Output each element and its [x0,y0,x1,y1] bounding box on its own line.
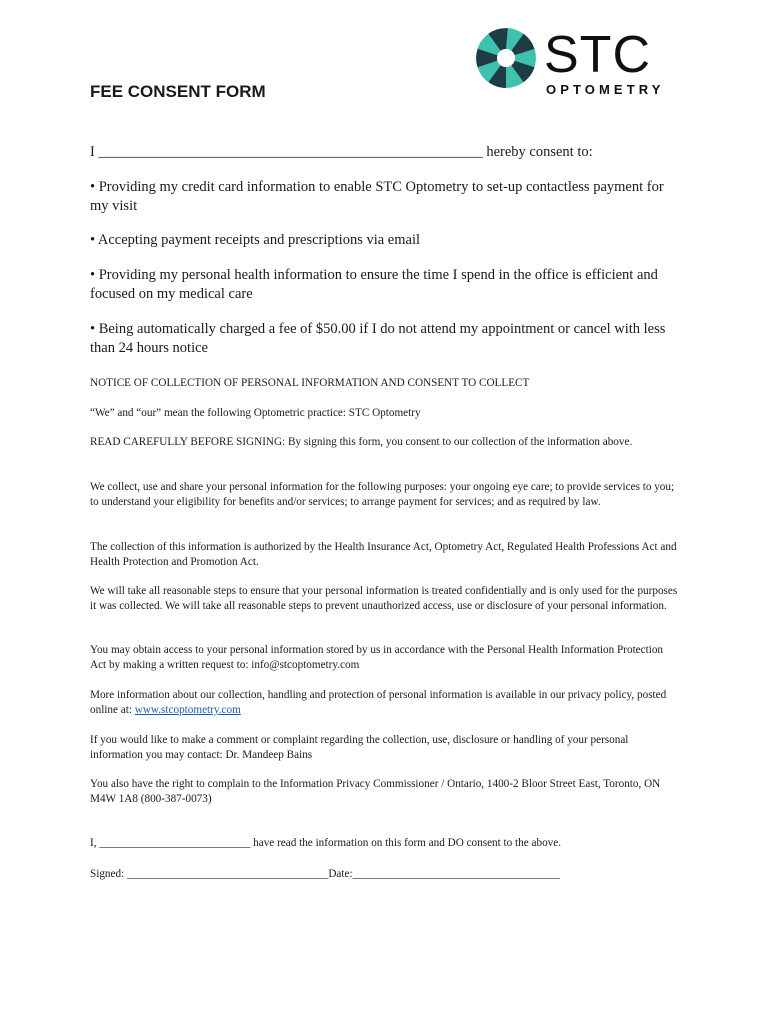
read-consent-line: I, ___________________________ have read the information on this form and DO consent to the above. [90,837,562,849]
notice-confidentiality: We will take all reasonable steps to ensure that your personal information is treated confidentially and is only used for the purposes it was collected. We will take all reasonable steps to prevent unauthorized access, use or disclosure of your personal information. [90,585,678,612]
consent-line: I _____________________________________________________ hereby consent to: [90,144,593,160]
logo-wordmark: STC [544,26,651,84]
bullet-email-receipts: • Accepting payment receipts and prescriptions via email [90,232,421,248]
notice-definition: “We” and “our” mean the following Optometric practice: STC Optometry [90,407,421,419]
signed-date-line: Signed: ____________________________________Date:_____________________________________ [90,868,560,880]
aperture-logo-icon [474,26,538,90]
form-title: FEE CONSENT FORM [90,82,266,101]
notice-heading: NOTICE OF COLLECTION OF PERSONAL INFORMATION AND CONSENT TO COLLECT [90,377,530,389]
notice-read-carefully: READ CAREFULLY BEFORE SIGNING: By signing this form, you consent to our collection of the information above. [90,436,633,448]
privacy-text: More information about our collection, handling and protection of personal information is available in our privacy policy, posted online at: [90,689,667,716]
notice-complain: You also have the right to complain to the Information Privacy Commissioner / Ontario, 1400-2 Bloor Street East, Toronto, ON M4W 1A8 (800-387-0073) [90,778,661,805]
notice-purposes: We collect, use and share your personal information for the following purposes: your ongoing eye care; to provide services to you; to understand your eligibility for benefits and/or services; to arrange payment for services; and as required by law. [90,481,675,508]
bullet-no-show-fee: • Being automatically charged a fee of $50.00 if I do not attend my appointment or cancel with less than 24 hours notice [90,321,666,356]
notice-access: You may obtain access to your personal information stored by us in accordance with the Personal Health Information Protection Act by making a written request to: info@stcoptometry.com [90,644,664,671]
notice-privacy-policy [90,688,680,718]
bullet-credit-card: • Providing my credit card information to enable STC Optometry to set-up contactless payment for my visit [90,179,664,214]
notice-comment: If you would like to make a comment or complaint regarding the collection, use, disclosure or handling of your personal information you may contact: Dr. Mandeep Bains [90,734,629,761]
bullet-health-info: • Providing my personal health information to ensure the time I spend in the office is efficient and focused on my medical care [90,267,658,302]
stc-optometry-logo [474,26,674,98]
logo-subtitle: OPTOMETRY [546,82,665,97]
website-link[interactable]: www.stcoptometry.com [134,704,241,716]
notice-authorization: The collection of this information is authorized by the Health Insurance Act, Optometry Act, Regulated Health Professions Act and Health Protection and Promotion Act. [90,541,677,568]
